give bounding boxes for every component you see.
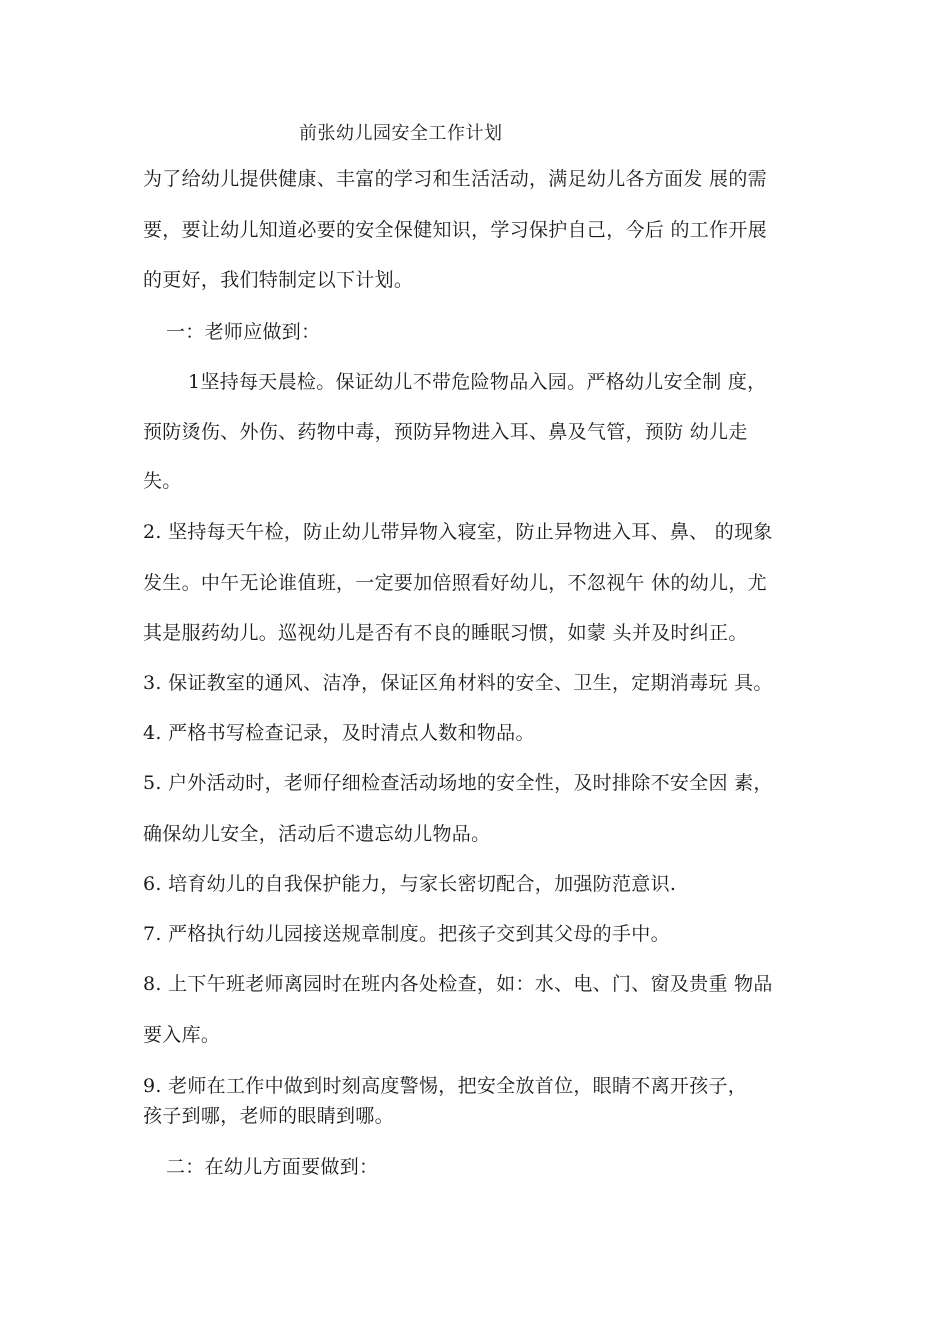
item9-line-2: 孩子到哪，老师的眼睛到哪。 bbox=[143, 1105, 394, 1127]
intro-line-1: 为了给幼儿提供健康、丰富的学习和生活活动，满足幼儿各方面发 展的需 bbox=[143, 168, 767, 190]
item2-line-1: 2. 坚持每天午检，防止幼儿带异物入寝室，防止异物进入耳、鼻、 的现象 bbox=[143, 521, 773, 543]
item8-line-1: 8. 上下午班老师离园时在班内各处检查，如：水、电、门、窗及贵重 物品 bbox=[143, 973, 773, 995]
item9-line-1: 9. 老师在工作中做到时刻高度警惕，把安全放首位，眼睛不离开孩子， bbox=[143, 1075, 748, 1097]
section1-heading: 一：老师应做到： bbox=[166, 321, 321, 343]
item4-line: 4. 严格书写检查记录，及时清点人数和物品。 bbox=[143, 722, 535, 744]
item5-line-1: 5. 户外活动时，老师仔细检查活动场地的安全性，及时排除不安全因 素， bbox=[143, 772, 773, 794]
item1-line-2: 预防烫伤、外伤、药物中毒，预防异物进入耳、鼻及气管，预防 幼儿走 bbox=[143, 421, 748, 443]
item3-line: 3. 保证教室的通风、洁净，保证区角材料的安全、卫生，定期消毒玩 具。 bbox=[143, 672, 773, 694]
item1-line-1: 1坚持每天晨检。保证幼儿不带危险物品入园。严格幼儿安全制 度， bbox=[188, 371, 767, 393]
intro-line-3: 的更好，我们特制定以下计划。 bbox=[143, 269, 414, 291]
item6-line: 6. 培育幼儿的自我保护能力，与家长密切配合，加强防范意识. bbox=[143, 873, 677, 895]
item2-line-2: 发生。中午无论谁值班，一定要加倍照看好幼儿，不忽视午 休的幼儿，尤 bbox=[143, 572, 767, 594]
section2-heading: 二：在幼儿方面要做到： bbox=[166, 1156, 379, 1178]
item8-line-2: 要入库。 bbox=[143, 1024, 221, 1046]
intro-line-2: 要，要让幼儿知道必要的安全保健知识，学习保护自己，今后 的工作开展 bbox=[143, 219, 767, 241]
item7-line: 7. 严格执行幼儿园接送规章制度。把孩子交到其父母的手中。 bbox=[143, 923, 670, 945]
item5-line-2: 确保幼儿安全，活动后不遗忘幼儿物品。 bbox=[143, 823, 491, 845]
item2-line-3: 其是服药幼儿。巡视幼儿是否有不良的睡眠习惯，如蒙 头并及时纠正。 bbox=[143, 622, 748, 644]
document-title: 前张幼儿园安全工作计划 bbox=[299, 123, 503, 144]
item1-line-3: 失。 bbox=[143, 470, 182, 492]
